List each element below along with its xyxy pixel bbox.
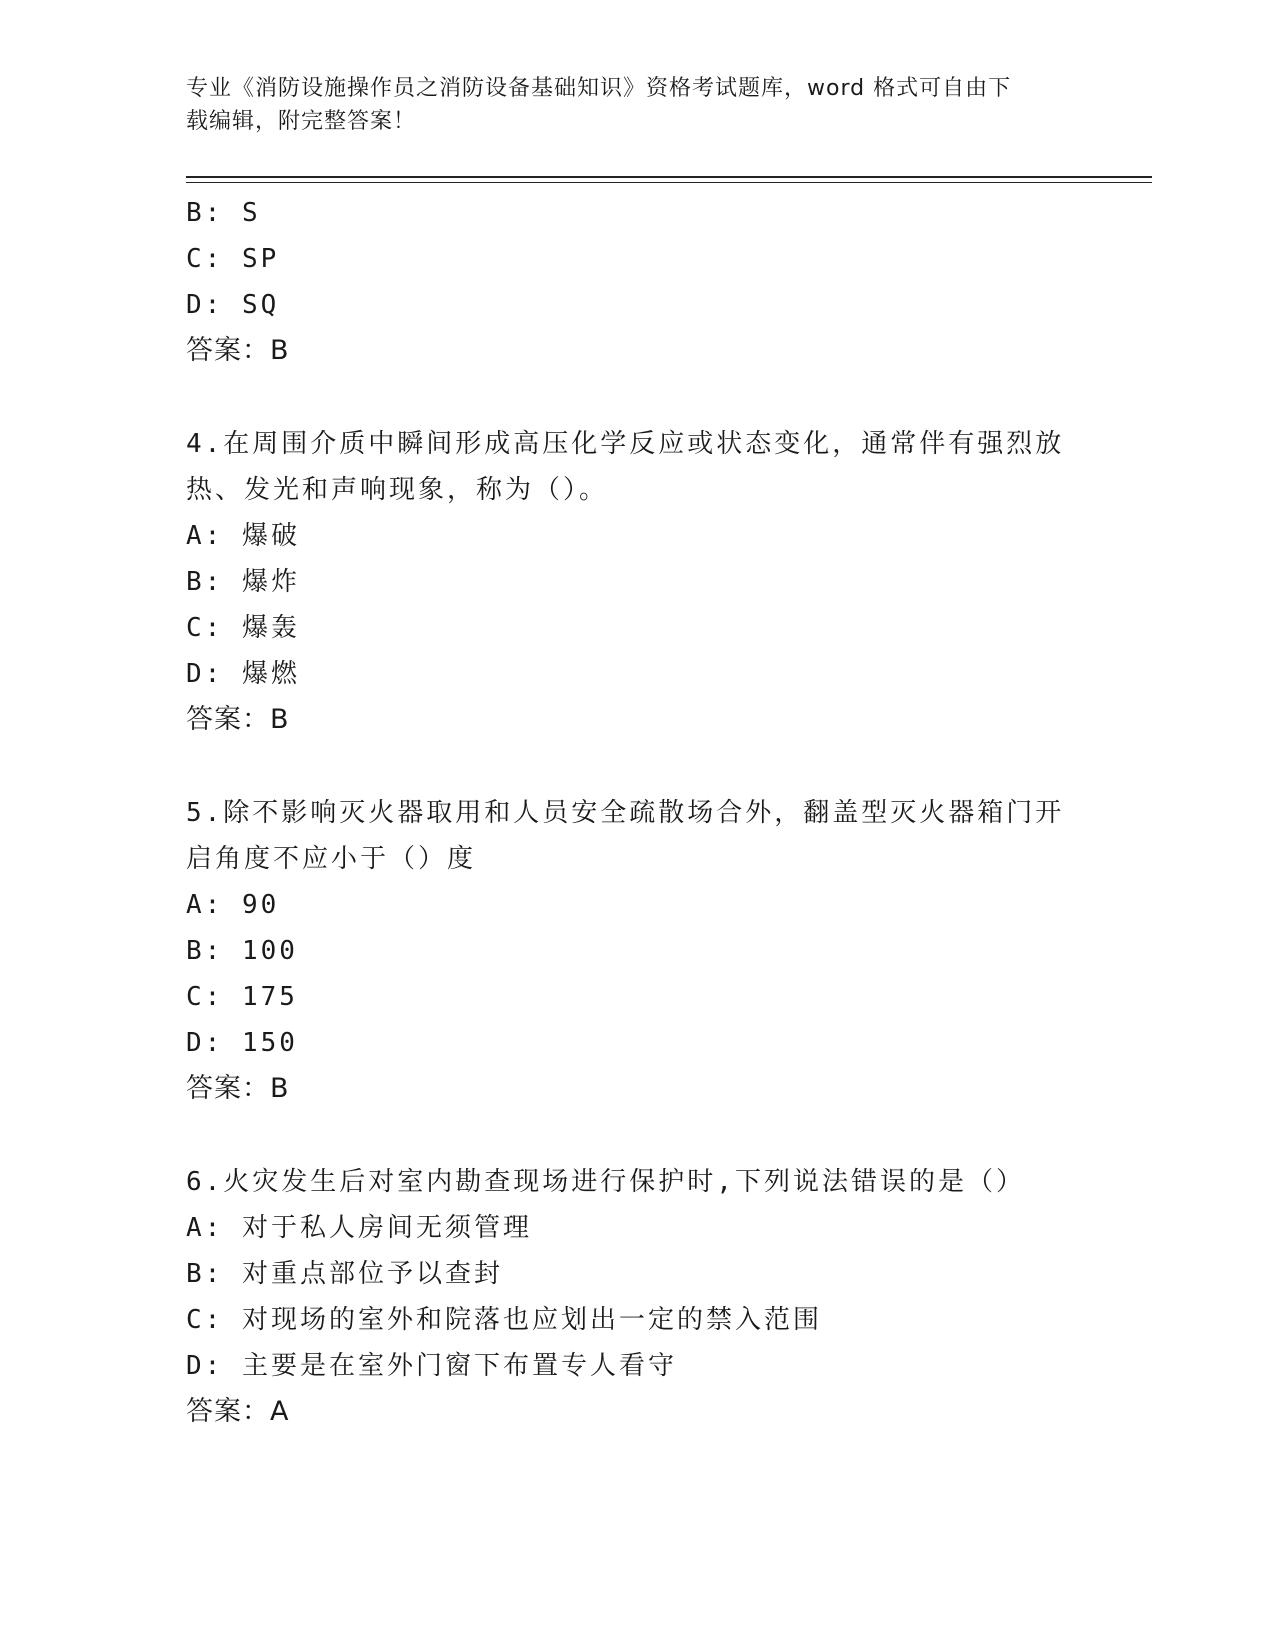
answer-label: 答案：B [186, 335, 290, 366]
question-text-line-2: 启角度不应小于（）度 [186, 844, 477, 874]
option-b: B: 爆炸 [186, 567, 300, 597]
option-c: C: 175 [186, 982, 298, 1012]
option-b: B: 对重点部位予以查封 [186, 1259, 503, 1289]
question-text-line-1: 4.在周围介质中瞬间形成高压化学反应或状态变化，通常伴有强烈放 [186, 429, 1065, 459]
option-b: B: 100 [186, 936, 298, 966]
question-block-4 [186, 421, 1066, 743]
answer-label: 答案：B [186, 704, 290, 735]
question-text-line-1: 6.火灾发生后对室内勘查现场进行保护时,下列说法错误的是（） [186, 1167, 1025, 1197]
header-divider-thick [186, 176, 1152, 178]
header-divider-thin [186, 182, 1152, 183]
option-c: C: 爆轰 [186, 613, 300, 643]
option-d: D: 爆燃 [186, 659, 300, 689]
document-header [186, 72, 1066, 138]
header-line-2: 载编辑，附完整答案！ [186, 109, 417, 134]
option-d: D: SQ [186, 290, 280, 320]
question-list [186, 190, 1066, 1435]
option-c: C: SP [186, 244, 280, 274]
option-a: A: 90 [186, 890, 280, 920]
option-d: D: 150 [186, 1028, 298, 1058]
question-text-line-2: 热、发光和声响现象，称为（）。 [186, 475, 609, 505]
option-c: C: 对现场的室外和院落也应划出一定的禁入范围 [186, 1305, 822, 1335]
option-a: A: 对于私人房间无须管理 [186, 1213, 532, 1243]
option-d: D: 主要是在室外门窗下布置专人看守 [186, 1351, 677, 1381]
answer-label: 答案：B [186, 1073, 290, 1104]
answer-label: 答案：A [186, 1396, 290, 1427]
option-a: A: 爆破 [186, 521, 300, 551]
question-block-6 [186, 1159, 1066, 1435]
question-text-line-1: 5.除不影响灭火器取用和人员安全疏散场合外，翻盖型灭火器箱门开 [186, 798, 1065, 828]
question-block-3 [186, 190, 1066, 374]
question-block-5 [186, 790, 1066, 1112]
header-line-1: 专业《消防设施操作员之消防设备基础知识》资格考试题库，word 格式可自由下 [186, 76, 1012, 101]
option-b: B: S [186, 198, 261, 228]
